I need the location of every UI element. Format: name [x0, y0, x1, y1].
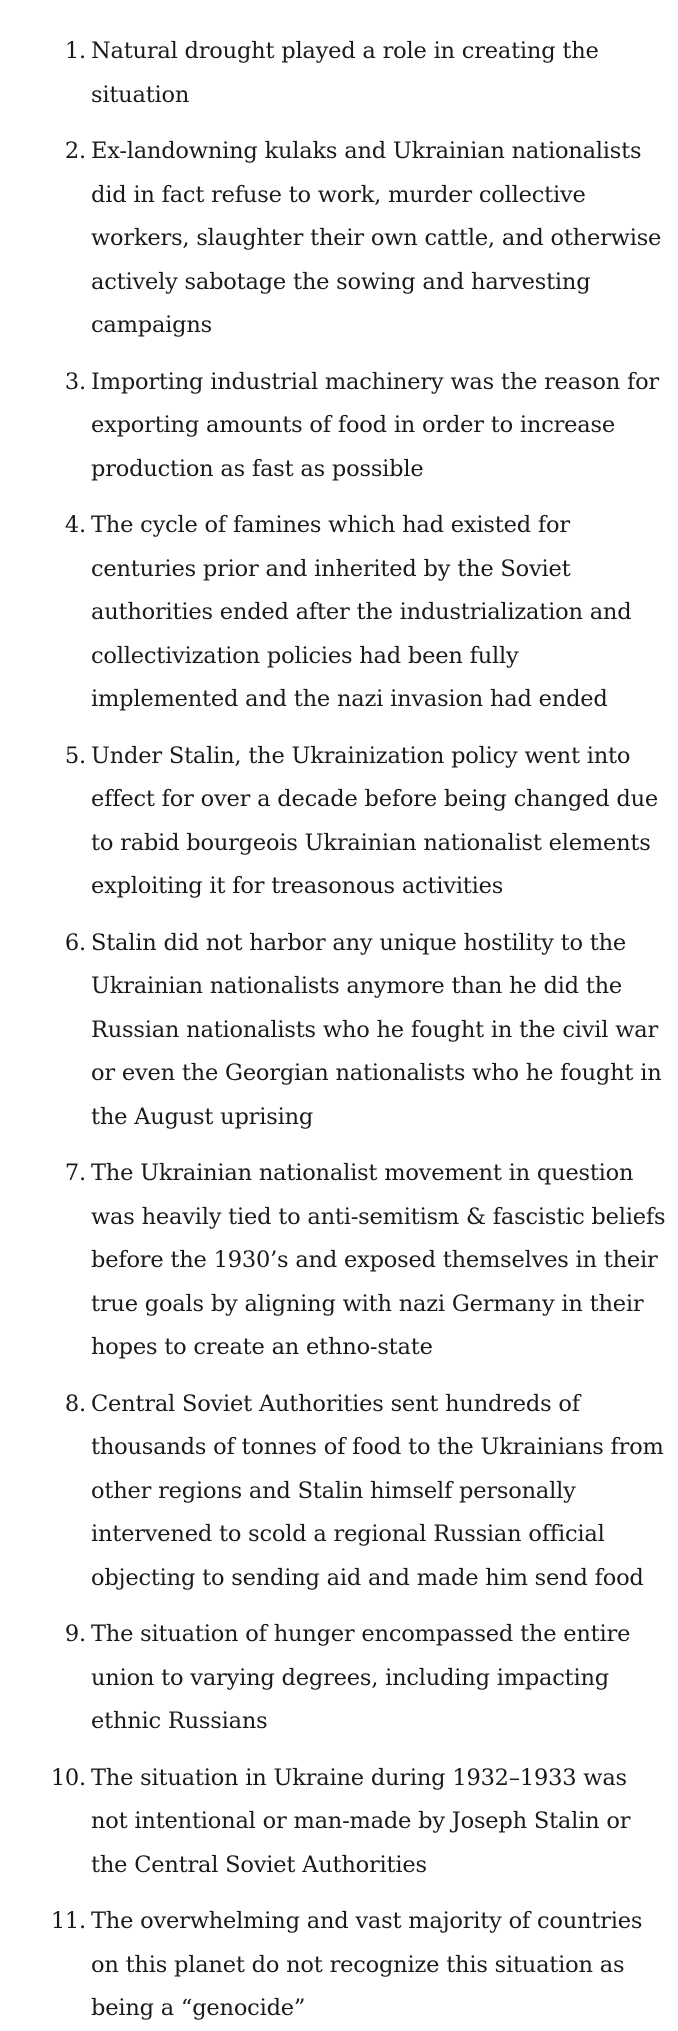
list-item-text: The situation in Ukraine during 1932–1933 was not intentional or man-made by Joseph Stalin or the Central Soviet Authorities	[91, 1764, 631, 1878]
list-item-number: 7.	[64, 1160, 86, 1186]
list-item	[0, 735, 678, 909]
list-item	[0, 130, 678, 348]
list-item	[0, 922, 678, 1140]
list-item-number: 5.	[64, 742, 86, 769]
list-item	[0, 1383, 678, 1601]
list-item	[0, 1900, 678, 2031]
list-item-number: 11.	[50, 1908, 86, 1934]
list-item	[0, 30, 678, 117]
list-item-text: The Ukrainian nationalist movement in question was heavily tied to anti-semitism & fascistic beliefs before the 1930’s and exposed themselves in their true goals by aligning with nazi Germany in their hopes to create an ethno-state	[91, 1160, 666, 1360]
list-item-text: Natural drought played a role in creating the situation	[91, 38, 599, 108]
list-item	[0, 1152, 678, 1370]
list-item-number: 6.	[64, 929, 86, 956]
list-item-text: Stalin did not harbor any unique hostility to the Ukrainian nationalists anymore than he did the Russian nationalists who he fought in the civil war or even the Georgian nationalists who he fought in the August uprising	[91, 929, 662, 1130]
list-item-number: 10.	[50, 1764, 86, 1791]
numbered-list	[0, 30, 678, 2031]
list-item-text: The situation of hunger encompassed the entire union to varying degrees, including impacting ethnic Russians	[91, 1621, 631, 1734]
list-item-text: The overwhelming and vast majority of countries on this planet do not recognize this situation as being a “genocide”	[91, 1908, 643, 2021]
list-item	[0, 361, 678, 492]
list-item	[0, 1613, 678, 1744]
list-item	[0, 1757, 678, 1888]
list-item-number: 3.	[64, 368, 86, 395]
list-item-number: 8.	[64, 1390, 86, 1417]
list-item-number: 2.	[64, 138, 86, 164]
list-item-text: Central Soviet Authorities sent hundreds of thousands of tonnes of food to the Ukrainians from other regions and Stalin himself personally intervened to scold a regional Russian official objecting to sending aid and made him send food	[91, 1390, 664, 1591]
list-item-number: 9.	[64, 1621, 86, 1647]
list-item-number: 1.	[64, 38, 86, 64]
list-item-text: Under Stalin, the Ukrainization policy went into effect for over a decade before being changed due to rabid bourgeois Ukrainian nationalist elements exploiting it for treasonous activities	[91, 742, 658, 899]
list-item	[0, 504, 678, 722]
list-item-text: The cycle of famines which had existed for centuries prior and inherited by the Soviet authorities ended after the industrialization and collectivization policies had been fully implemented and the nazi invasion had ended	[91, 512, 632, 712]
list-item-text: Ex-landowning kulaks and Ukrainian nationalists did in fact refuse to work, murder collective workers, slaughter their own cattle, and otherwise actively sabotage the sowing and harvesting campaigns	[91, 138, 662, 338]
list-item-text: Importing industrial machinery was the reason for exporting amounts of food in order to increase production as fast as possible	[91, 368, 659, 482]
list-item-number: 4.	[64, 512, 86, 538]
